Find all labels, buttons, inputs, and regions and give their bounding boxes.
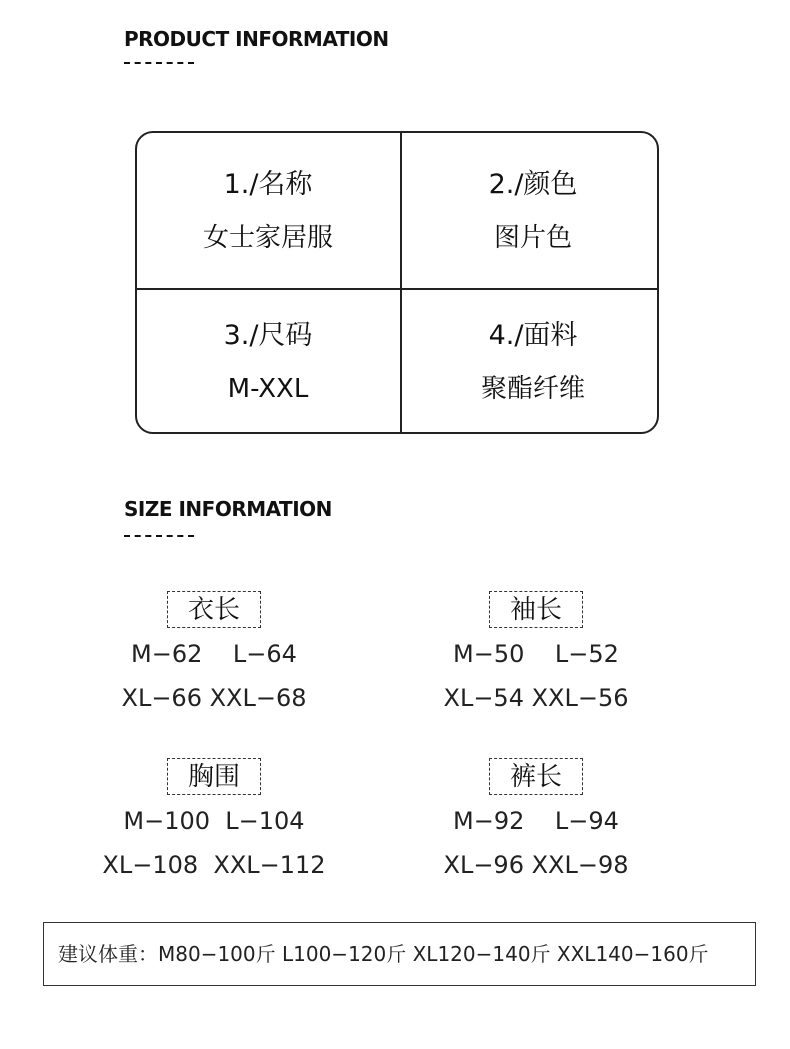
fabric-cell bbox=[402, 319, 664, 406]
color-cell bbox=[402, 168, 664, 255]
weight-recommendation-text: 建议体重：M80−100斤 L100−120斤 XL120−140斤 XXL140−160斤 bbox=[58, 942, 709, 966]
size-line: M−100 L−104 bbox=[123, 807, 305, 835]
size-value: M-XXL bbox=[227, 374, 309, 404]
name-label: 1./名称 bbox=[223, 169, 313, 200]
size-information-heading: SIZE INFORMATION bbox=[124, 497, 332, 521]
size-line: XL−66 XXL−68 bbox=[121, 684, 307, 712]
size-line: M−50 L−52 bbox=[453, 640, 619, 668]
size-cell bbox=[137, 319, 399, 406]
fabric-label: 4./面料 bbox=[488, 320, 578, 351]
size-line: XL−96 XXL−98 bbox=[443, 851, 629, 879]
name-value: 女士家居服 bbox=[202, 223, 333, 253]
length-size-block bbox=[84, 591, 344, 712]
color-value: 图片色 bbox=[493, 223, 572, 253]
pants-size-block bbox=[406, 758, 666, 879]
table-horizontal-divider bbox=[137, 288, 657, 290]
heading-dash-divider bbox=[124, 535, 194, 537]
name-cell bbox=[137, 168, 399, 255]
size-tag: 衣长 bbox=[167, 591, 261, 628]
size-label: 3./尺码 bbox=[223, 320, 313, 351]
weight-recommendation-box bbox=[43, 922, 756, 986]
size-tag: 胸围 bbox=[167, 758, 261, 795]
size-line: XL−54 XXL−56 bbox=[443, 684, 629, 712]
sleeve-size-block bbox=[406, 591, 666, 712]
product-info-table bbox=[135, 131, 659, 434]
bust-size-block bbox=[84, 758, 344, 879]
size-line: M−62 L−64 bbox=[131, 640, 297, 668]
color-label: 2./颜色 bbox=[488, 169, 578, 200]
fabric-value: 聚酯纤维 bbox=[480, 374, 585, 404]
size-line: XL−108 XXL−112 bbox=[102, 851, 326, 879]
size-line: M−92 L−94 bbox=[453, 807, 619, 835]
heading-dash-divider bbox=[124, 62, 194, 64]
size-tag: 裤长 bbox=[489, 758, 583, 795]
size-tag: 袖长 bbox=[489, 591, 583, 628]
product-information-heading: PRODUCT INFORMATION bbox=[124, 27, 389, 51]
